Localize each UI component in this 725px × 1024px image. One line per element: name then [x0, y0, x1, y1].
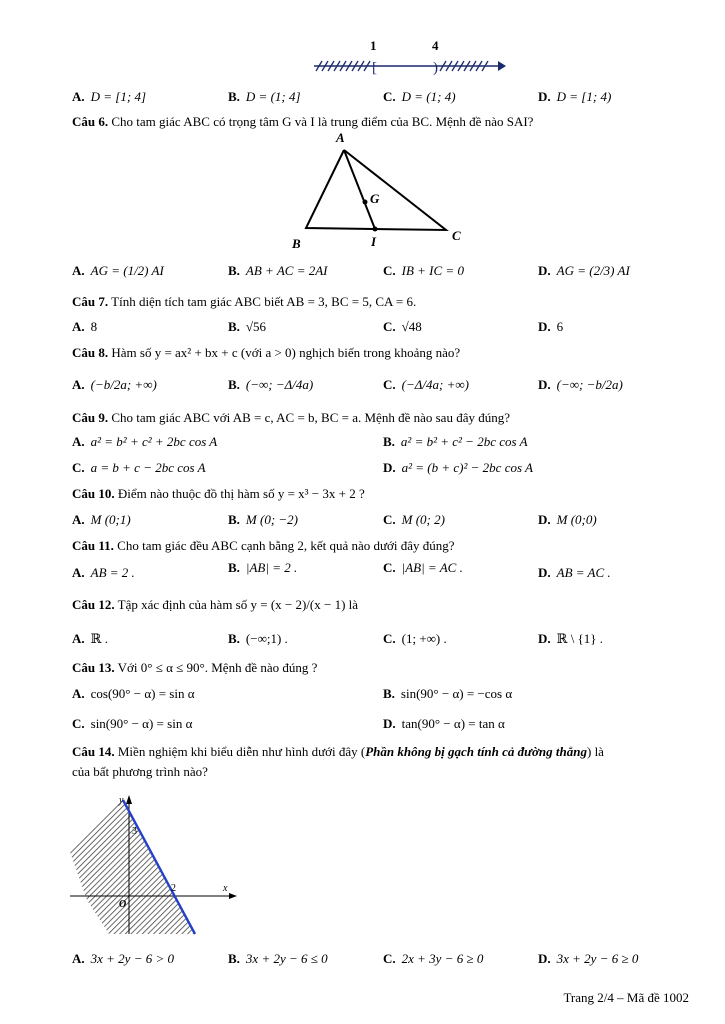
q7-option-c[interactable]: C. √48 [383, 319, 422, 334]
q14-graph-figure [65, 790, 245, 940]
graph-axis-x-label: x [223, 883, 228, 894]
q10-option-b[interactable]: B. M (0; −2) [228, 512, 299, 527]
graph-y-intercept-label: 3 [132, 826, 137, 837]
page-footer: Trang 2/4 – Mã đề 1002 [563, 990, 689, 1005]
q7-option-b[interactable]: B. √56 [228, 319, 267, 334]
q7-option-d[interactable]: D. 6 [538, 319, 564, 334]
q14-stem: Câu 14. Miền nghiệm khi biểu diễn như hình dưới đây (Phần không bị gạch tính cả đường thẳng) là [72, 744, 604, 759]
svg-text:[: [ [372, 60, 377, 76]
q6-option-c[interactable]: C. IB + IC = 0 [383, 263, 464, 278]
q14-option-b[interactable]: B. 3x + 2y − 6 ≤ 0 [228, 951, 328, 966]
number-line-label-right: 4 [432, 38, 439, 53]
q14-option-a[interactable]: A. 3x + 2y − 6 > 0 [72, 951, 174, 966]
point-label-g: G [370, 191, 380, 206]
q6-triangle-figure [280, 130, 480, 254]
q8-option-b[interactable]: B. (−∞; −Δ/4a) [228, 377, 314, 392]
q8-stem: Câu 8. Hàm số y = ax² + bx + c (với a > 0) nghịch biến trong khoảng nào? [72, 345, 461, 360]
vertex-label-c: C [452, 228, 461, 243]
graph-x-intercept-label: 2 [171, 883, 176, 894]
q10-option-d[interactable]: D. M (0;0) [538, 512, 597, 527]
q14-option-c[interactable]: C. 2x + 3y − 6 ≥ 0 [383, 951, 484, 966]
q5-option-d[interactable]: D. D = [1; 4) [538, 89, 612, 104]
q12-option-b[interactable]: B. (−∞;1) . [228, 631, 288, 646]
q11-option-d[interactable]: D. AB = AC . [538, 565, 611, 580]
q8-option-a[interactable]: A. (−b/2a; +∞) [72, 377, 157, 392]
q13-option-a[interactable]: A. cos(90° − α) = sin α [72, 686, 195, 701]
q6-option-b[interactable]: B. AB + AC = 2AI [228, 263, 328, 278]
graph-origin-label: O [119, 899, 127, 910]
q8-option-d[interactable]: D. (−∞; −b/2a) [538, 377, 623, 392]
number-line-label-left: 1 [370, 38, 377, 53]
q9-stem: Câu 9. Cho tam giác ABC với AB = c, AC = b, BC = a. Mệnh đề nào sau đây đúng? [72, 410, 510, 425]
point-label-i: I [371, 234, 377, 249]
q13-stem: Câu 13. Với 0° ≤ α ≤ 90°. Mệnh đề nào đúng ? [72, 660, 318, 675]
q7-option-a[interactable]: A. 8 [72, 319, 98, 334]
q6-option-a[interactable]: A. AG = (1/2) AI [72, 263, 164, 278]
q10-option-a[interactable]: A. M (0;1) [72, 512, 131, 527]
number-line-figure [300, 30, 520, 80]
q9-option-a[interactable]: A. a² = b² + c² + 2bc cos A [72, 434, 218, 449]
q9-option-d[interactable]: D. a² = (b + c)² − 2bc cos A [383, 460, 533, 475]
vertex-label-b: B [292, 236, 301, 251]
q12-option-c[interactable]: C. (1; +∞) . [383, 631, 447, 646]
q8-option-c[interactable]: C. (−Δ/4a; +∞) [383, 377, 469, 392]
q11-stem: Câu 11. Cho tam giác đều ABC cạnh bằng 2, kết quả nào dưới đây đúng? [72, 538, 455, 553]
q6-option-d[interactable]: D. AG = (2/3) AI [538, 263, 630, 278]
q13-option-c[interactable]: C. sin(90° − α) = sin α [72, 716, 193, 731]
q11-option-b[interactable]: B. |AB| = 2 . [228, 560, 298, 575]
q14-option-d[interactable]: D. 3x + 2y − 6 ≥ 0 [538, 951, 639, 966]
q13-option-b[interactable]: B. sin(90° − α) = −cos α [383, 686, 513, 701]
q9-option-c[interactable]: C. a = b + c − 2bc cos A [72, 460, 206, 475]
q13-option-d[interactable]: D. tan(90° − α) = tan α [383, 716, 505, 731]
q12-option-d[interactable]: D. ℝ \ {1} . [538, 631, 604, 646]
q11-option-c[interactable]: C. |AB| = AC . [383, 560, 463, 575]
q11-option-a[interactable]: A. AB = 2 . [72, 565, 135, 580]
q12-option-a[interactable]: A. ℝ . [72, 631, 108, 646]
vertex-label-a: A [336, 130, 345, 145]
q12-stem: Câu 12. Tập xác định của hàm số y = (x − 2)/(x − 1) là [72, 597, 359, 612]
q14-stem-line2: của bất phương trình nào? [72, 764, 208, 779]
q5-option-c[interactable]: C. D = (1; 4) [383, 89, 456, 104]
q10-stem: Câu 10. Điểm nào thuộc đồ thị hàm số y = x³ − 3x + 2 ? [72, 486, 365, 501]
graph-axis-y-label: y [119, 795, 124, 806]
q6-stem: Câu 6. Cho tam giác ABC có trọng tâm G và I là trung điểm của BC. Mệnh đề nào SAI? [72, 114, 534, 129]
q9-option-b[interactable]: B. a² = b² + c² − 2bc cos A [383, 434, 528, 449]
q10-option-c[interactable]: C. M (0; 2) [383, 512, 445, 527]
q5-option-b[interactable]: B. D = (1; 4] [228, 89, 301, 104]
q5-option-a[interactable]: A. D = [1; 4] [72, 89, 146, 104]
svg-text:): ) [433, 60, 438, 76]
q7-stem: Câu 7. Tính diện tích tam giác ABC biết AB = 3, BC = 5, CA = 6. [72, 294, 417, 309]
